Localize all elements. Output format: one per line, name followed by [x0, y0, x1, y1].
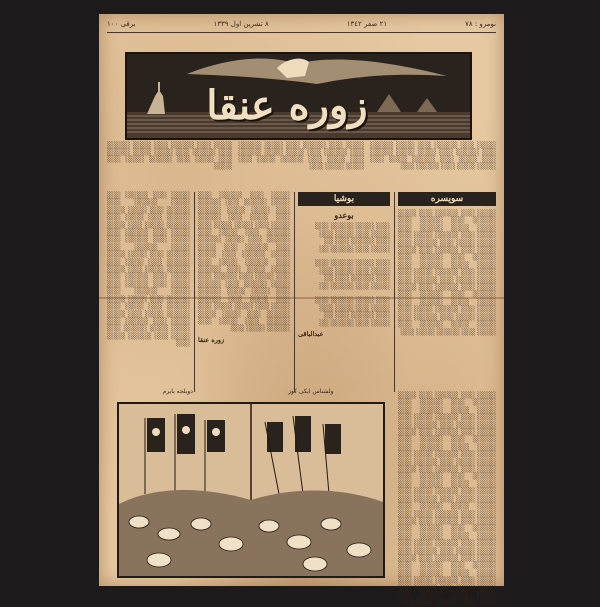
cartoon-caption-left: دويلجه بايرم	[162, 388, 193, 395]
crowd-flags-drawing	[119, 404, 383, 576]
info-row	[107, 142, 496, 188]
middle-signature: زوره عنقا	[198, 335, 225, 344]
column-middle: ░░░░ ░░░ ░░░░░ ░░░ ░░░░ ░░░░░ ░░░ ░░░░░ ░░░ ░░░░ ░░░░ ░░░░░ ░░░ ░░░░ ░░░ ░░░░░ ░░░░ ░░░ ░░░░ ░░░░ ░░░ ░░░░░ ░░░ ░░░░ ░░░ ░░░░░ ░░░ ░░░░ ░░░░░ ░░░ ░░░░░ ░░░ ░░░░ ░░░░ ░░░░░ ░░░ ░░░░ ░░░ ░░░░░ ░░░░ ░░░ ░░░░ ░░░░ ░░░ ░░░░░ ░░░ ░░░░ ░░░ ░░░░░ ░░░ ░░░░ ░░░░░ ░░░ ░░░░░ ░░░ ░░░░ ░░░░ ░░░░░ ░░░ ░░░░ ░░░ ░░░░░ ░░░░ ░░░ ░░░░ ░░░░ ░░░ ░░░░░ ░░░ ░░░░ ░░░░ ░░░░░ ░░░ ░░░░ ░░░ ░░░░░ ░░░░ ░░░ زوره عنقا	[194, 192, 290, 392]
column-poem: بوشيا بوعدو ░░░ ░░░░ ░░░░░ ░░░ ░░░░ ░░░ ░░░░ ░░░ ░░░ ░░░░░ ░░░ ░░ ░░░░ ░░░ ░░░░░ ░░ ░░░ ░░░░ ░░░░░ ░░░ ░░░░ ░░░ ░░░░ ░░░ ░░░ ░░░░░ ░░░ ░░ ░░░░ ░░░ ░░░░░ ░░ ░░░ ░░░░ ░░░░░ ░░░ ░░░░ ░░░ ░░░░ ░░░ ░░░ ░░░░░ ░░░ ░░ ░░░░ ░░░ ░░░░░ ░░ عبدالباقى	[294, 192, 390, 392]
poem-title: بوعدو	[334, 210, 354, 220]
cartoon-caption-right: ولشناس ایکی کوز	[288, 388, 334, 395]
poem-signature: عبدالباقى	[298, 330, 324, 339]
masthead-title: زوره عنقا	[206, 82, 368, 129]
issue-number: نومرو : ٧٨	[465, 20, 496, 28]
info-box-left: ░░░░ ░░░ ░░░░░ ░░░ ░░░░ ░░░░░ ░░░ ░░░░░ ░░░ ░░░░ ░░░░ ░░░░░ ░░░ ░░░░ ░░░ ░░░░░ ░░░░ ░░░ ░░░░	[106, 142, 233, 170]
column-left: ░░░░ ░░░ ░░░░░ ░░░ ░░░░ ░░░░░ ░░░ ░░░░░ ░░░ ░░░░ ░░░░ ░░░░░ ░░░ ░░░░ ░░░ ░░░░░ ░░░░ ░░░ ░░░░ ░░░░ ░░░ ░░░░░ ░░░ ░░░░ ░░░ ░░░░░ ░░░ ░░░░ ░░░░░ ░░░ ░░░░░ ░░░ ░░░░ ░░░░ ░░░░░ ░░░ ░░░░ ░░░ ░░░░░ ░░░░ ░░░ ░░░░ ░░░░ ░░░ ░░░░░ ░░░ ░░░░ ░░░ ░░░░░ ░░░ ░░░░ ░░░░░ ░░░ ░░░░░ ░░░ ░░░░ ░░░░ ░░░░░ ░░░ ░░░░ ░░░ ░░░░░ ░░░░ ░░░ ░░░░ ░░░░ ░░░ ░░░░░ ░░░ ░░░░ ░░░░ ░░░░░ ░░░ ░░░░ ░░░ ░░░░░ ░░░░ ░░░	[107, 192, 190, 348]
column-right-heading: سويسره	[398, 192, 496, 206]
article-columns	[107, 192, 496, 392]
dateline	[107, 18, 496, 33]
issue-price: برقى ۱۰۰	[107, 20, 136, 28]
newspaper-page	[99, 14, 504, 607]
info-box-middle: ░░░░ ░░░ ░░░░░ ░░░ ░░░░ ░░░░░ ░░░ ░░░░░ ░░░ ░░░░ ░░░░ ░░░░░ ░░░ ░░░░ ░░░ ░░░░░ ░░░░ ░░░ ░░░░ ░░░░ ░░░	[238, 142, 365, 170]
date-rumi: ٨ تشرين اول ١٣٣٩	[213, 20, 269, 28]
page-footer	[107, 574, 496, 582]
date-hijri: ٢١ صفر ١٣٤٢	[346, 20, 388, 28]
info-box-right: ░░░░ ░░░ ░░░░░ ░░░ ░░░░ ░░░░░ ░░░ ░░░░░ ░░░ ░░░░ ░░░░ ░░░░░ ░░░ ░░░░ ░░░ ░░░░░ ░░░░ ░░░ ░░░░ ░░░░ ░░░ ░░░░░ ░░░	[370, 142, 496, 170]
masthead	[125, 52, 472, 140]
column-poem-heading: بوشيا	[298, 192, 390, 206]
cartoon-illustration	[117, 402, 385, 578]
cartoon-captions	[115, 388, 381, 398]
column-right: سويسره ░░░░ ░░░ ░░░░░ ░░░ ░░░░ ░░░░░ ░░░ ░░░░░ ░░░ ░░░░ ░░░░ ░░░░░ ░░░ ░░░░ ░░░ ░░░░░ ░░░░ ░░░ ░░░░ ░░░░ ░░░ ░░░░░ ░░░ ░░░░ ░░░ ░░░░░ ░░░ ░░░░ ░░░░░ ░░░ ░░░░░ ░░░ ░░░░ ░░░░ ░░░░░ ░░░ ░░░░ ░░░ ░░░░░ ░░░░ ░░░ ░░░░ ░░░░ ░░░ ░░░░░ ░░░ ░░░░ ░░░ ░░░░░ ░░░ ░░░░ ░░░░░ ░░░ ░░░░░ ░░░ ░░░░ ░░░░ ░░░░░ ░░░ ░░░░ ░░░ ░░░░░ ░░░░ ░░░ ░░░░ ░░░░ ░░░ ░░░░░ ░░░ ░░░░ ░░░░ ░░░░░ ░░░ ░░░░ ░░░ ░░░░░ ░░░░ ░░░	[394, 192, 496, 392]
column-right-continued: ░░░░ ░░░ ░░░░░ ░░░ ░░░░ ░░░░░ ░░░ ░░░░░ ░░░ ░░░░ ░░░░ ░░░░░ ░░░ ░░░░ ░░░ ░░░░░ ░░░░ ░░░ ░░░░ ░░░░ ░░░ ░░░░░ ░░░ ░░░░ ░░░ ░░░░░ ░░░ ░░░░ ░░░░░ ░░░ ░░░░░ ░░░ ░░░░ ░░░░ ░░░░░ ░░░ ░░░░ ░░░ ░░░░░ ░░░░ ░░░ ░░░░ ░░░░ ░░░ ░░░░░ ░░░ ░░░░ ░░░ ░░░░░ ░░░ ░░░░ ░░░░░ ░░░ ░░░░░ ░░░ ░░░░ ░░░░ ░░░░░ ░░░ ░░░░ ░░░ ░░░░░ ░░░░ ░░░ ░░░░ ░░░░ ░░░ ░░░░░ ░░░ ░░░░ ░░░░ ░░░░░ ░░░ ░░░░ ░░░ ░░░░░ ░░░░ ░░░ ░░░░ ░░░ ░░░░░ ░░░ ░░░░ ░░░░░ ░░░ ░░░░░ ░░░ ░░░░ ░░░░ ░░░░░ ░░░ ░░░░ ░░░ ░░░░░ ░░░░ ░░░ ░░░░ ░░░░ ░░░ ░░░░░ ░░░ ░░░░ ░░░ ░░░░░ ░░░ ░░░░ ░░░░░ ░░░ ░░░░░ ░░░ ░░░░ ░░░░ ░░░░░ ░░░ ░░░░ ░░░ ░░░░░ ░░░░ ░░░ ░░░░ ░░░░ ░░░ ░░░░░ ░░░ ░░░░ ░░░░ ░░░░░ ░░░ ░░░░ ░░░ ░░░░░ ░░░░ ░░░	[398, 392, 496, 607]
